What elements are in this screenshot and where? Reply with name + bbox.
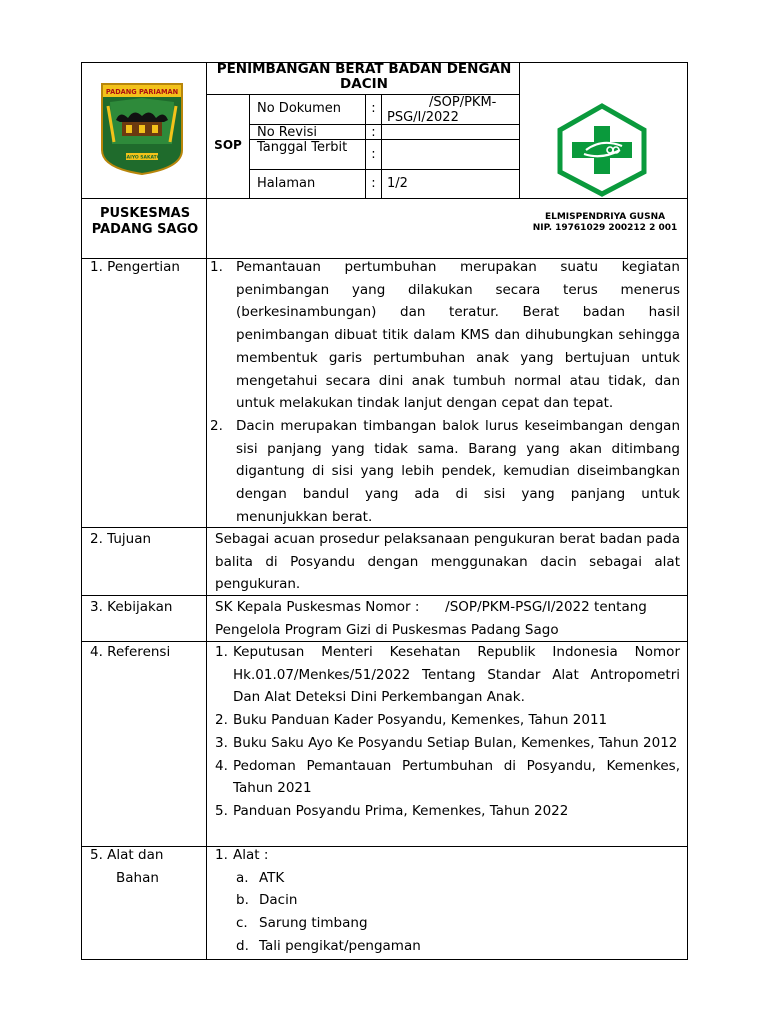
referensi-item-4-num: 4. [215, 757, 228, 774]
referensi-list [215, 641, 680, 823]
logo-top-text: PADANG PARIAMAN [105, 88, 179, 96]
no-dokumen-value: /SOP/PKM-PSG/I/2022 [387, 95, 497, 125]
signatory-nip: NIP. 19761029 200212 2 001 [532, 222, 678, 233]
alat-item-b-text: Dacin [259, 892, 298, 909]
puskesmas-emblem-icon [554, 102, 650, 198]
alat-bahan-label-line2: Bahan [116, 869, 159, 886]
alat-intro-text: Alat : [233, 847, 269, 863]
referensi-item-4 [215, 755, 680, 800]
document-title: PENIMBANGAN BERAT BADAN DENGAN DACIN [216, 61, 512, 92]
border-bottom [81, 959, 688, 960]
signatory-block [522, 212, 688, 233]
alat-intro-num: 1. [215, 847, 228, 863]
referensi-item-1-num: 1. [215, 644, 228, 660]
referensi-item-2-text: Buku Panduan Kader Posyandu, Kemenkes, Tahun 2011 [233, 712, 608, 729]
pengertian-item-1-text: Pemantauan pertumbuhan merupakan suatu kegiatan penimbangan yang dilakukan secara terus menerus (berkesinambungan) dan teratur. Berat badan hasil penimbangan dibuat titik dalam KMS dan dihubungkan sehingga membentuk garis pertumbuhan anak yang bertujuan untuk mengetahui secara dini anak tumbuh normal atau tidak, dan untuk melakukan tindak lanjut dengan cepat dan tepat. [236, 259, 680, 412]
alat-item-a-text: ATK [259, 869, 285, 886]
pengertian-item-1-num: 1. [210, 259, 223, 275]
logo-cell-divider [519, 62, 520, 199]
pengertian-item-2-text: Dacin merupakan timbangan balok lurus keseimbangan dengan sisi panjang yang tidak sama. Barang yang akan ditimbang digantung di sisi yang lebih pendek, kemudian diseimbangkan dengan bandul yang ada di sisi yang panjang untuk menunjukkan berat. [236, 418, 680, 525]
puskesmas-logo [554, 102, 650, 198]
referensi-item-3-num: 3. [215, 734, 228, 751]
column-divider [206, 62, 207, 960]
regency-emblem-icon [100, 82, 184, 176]
section-label-referensi: 4. Referensi [90, 644, 171, 660]
alat-item-c-letter: c. [236, 915, 248, 932]
tanggal-terbit-colon: : [371, 147, 376, 162]
header-divider [81, 198, 688, 199]
alat-item-a-letter: a. [236, 869, 249, 886]
alat-item-c [215, 912, 680, 935]
alat-item-b-letter: b. [236, 892, 249, 909]
alat-bahan-label-line1: 5. Alat dan [90, 847, 164, 863]
halaman-label: Halaman [257, 176, 316, 191]
border-left [81, 62, 82, 960]
signatory-name: ELMISPENDRIYA GUSNA [544, 212, 666, 222]
alat-item-c-text: Sarung timbang [259, 915, 368, 932]
referensi-item-5-num: 5. [215, 802, 228, 819]
section-label-kebijakan: 3. Kebijakan [90, 599, 173, 615]
no-revisi-colon: : [371, 125, 376, 140]
sop-label: SOP [214, 138, 242, 152]
sop-divider [249, 94, 250, 198]
referensi-item-5-text: Panduan Posyandu Prima, Kemenkes, Tahun 2022 [233, 802, 569, 819]
alat-bahan-list [215, 844, 680, 958]
no-revisi-label: No Revisi [257, 125, 317, 140]
referensi-item-3-text: Buku Saku Ayo Ke Posyandu Setiap Bulan, Kemenkes, Tahun 2012 [233, 734, 678, 751]
alat-item-d-letter: d. [236, 937, 249, 954]
alat-item-a [215, 867, 680, 890]
no-dokumen-label: No Dokumen [257, 101, 342, 116]
pengertian-item-1 [210, 256, 680, 415]
tanggal-terbit-label: Tanggal Terbit [257, 140, 348, 155]
referensi-item-2 [215, 709, 680, 732]
tujuan-text: Sebagai acuan prosedur pelaksanaan pengukuran berat badan pada balita di Posyandu dengan menggunakan dacin sebagai alat pengukuran. [215, 531, 680, 593]
referensi-item-2-num: 2. [215, 712, 228, 729]
kebijakan-text: SK Kepala Puskesmas Nomor : /SOP/PKM-PSG/I/2022 tentang Pengelola Program Gizi di Puskesmas Padang Sago [215, 599, 652, 638]
field-divider-3 [249, 169, 519, 170]
alat-item-d-text: Tali pengikat/pengaman [259, 937, 421, 954]
section-label-alat-bahan [90, 844, 206, 889]
section-label-pengertian: 1. Pengertian [90, 259, 180, 275]
section-label-tujuan: 2. Tujuan [90, 531, 152, 547]
alat-intro [215, 844, 680, 867]
halaman-colon: : [371, 176, 376, 191]
pengertian-item-2 [210, 415, 680, 529]
pengertian-item-2-num: 2. [210, 418, 223, 434]
referensi-item-1 [215, 641, 680, 709]
logo-motto-text: SAIYO SAKATO [123, 155, 161, 161]
referensi-item-4-text: Pedoman Pemantauan Pertumbuhan di Posyandu, Kemenkes, Tahun 2021 [233, 757, 680, 797]
referensi-item-3 [215, 732, 680, 755]
alat-item-d [215, 935, 680, 958]
colon-divider-right [381, 94, 382, 198]
halaman-value: 1/2 [387, 176, 408, 191]
institution-name: PUSKESMAS PADANG SAGO [91, 206, 199, 237]
border-right [687, 62, 688, 960]
padang-pariaman-logo [100, 82, 184, 176]
referensi-item-1-text: Keputusan Menteri Kesehatan Republik Indonesia Nomor Hk.01.07/Menkes/51/2022 Tentang Standar Alat Antropometri Dan Alat Deteksi Dini Perkembangan Anak. [233, 644, 680, 706]
no-dokumen-colon: : [371, 101, 376, 116]
alat-item-b [215, 889, 680, 912]
referensi-item-5 [215, 800, 680, 823]
